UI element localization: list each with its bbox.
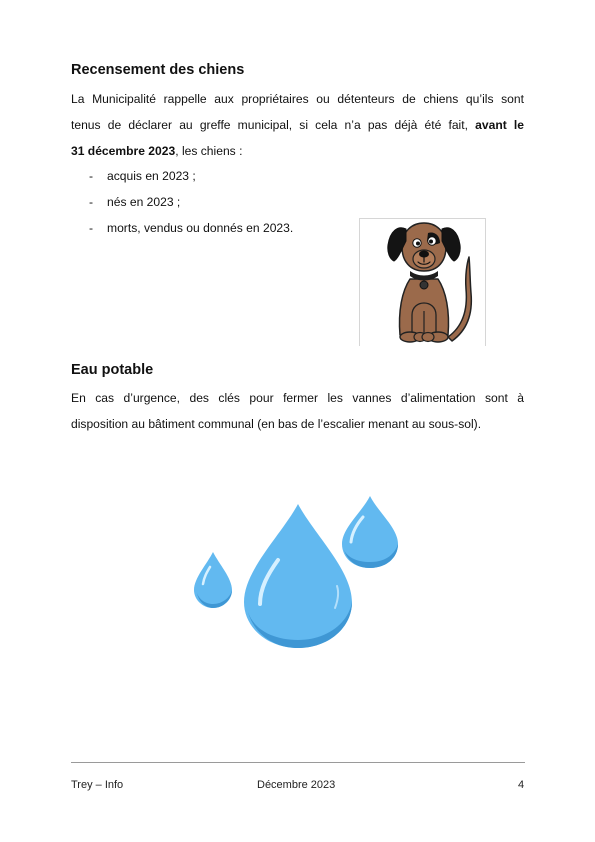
section-title-dogs: Recensement des chiens <box>71 62 245 78</box>
cartoon-dog-icon <box>360 219 486 346</box>
bullet-dash: - <box>89 221 94 235</box>
deadline-date: 31 décembre 2023 <box>71 144 176 158</box>
dogs-paragraph-line-1: La Municipalité rappelle aux propriétaires ou détenteurs de chiens qu’ils sont <box>71 92 524 106</box>
section-title-water: Eau potable <box>71 362 154 378</box>
water-paragraph-line-1: En cas d’urgence, des clés pour fermer les vannes d’alimentation sont à <box>71 391 524 405</box>
bullet-dash: - <box>89 169 94 183</box>
dogs-paragraph-tail: , les chiens : <box>175 144 243 158</box>
dogs-paragraph <box>71 86 524 164</box>
water-paragraph-line-2: disposition au bâtiment communal (en bas de l’escalier menant au sous-sol). <box>71 417 482 431</box>
dogs-paragraph-line-2 <box>71 112 524 138</box>
water-paragraph <box>71 385 524 437</box>
list-item-text: acquis en 2023 ; <box>107 169 196 183</box>
dogs-paragraph-line-2-text: tenus de déclarer au greffe municipal, si cela n’a pas déjà été fait, <box>71 118 468 132</box>
bullet-dash: - <box>89 195 94 209</box>
dog-illustration <box>359 218 486 346</box>
list-item-text: morts, vendus ou donnés en 2023. <box>107 221 294 235</box>
water-drops-icon <box>186 490 406 652</box>
footer-divider <box>71 762 525 763</box>
footer-publication: Trey – Info <box>71 779 124 791</box>
dog-categories-list <box>71 163 293 241</box>
dogs-paragraph-line-3 <box>71 138 524 164</box>
footer-page-number: 4 <box>518 779 525 791</box>
footer-date: Décembre 2023 <box>257 779 336 791</box>
list-item <box>71 215 293 241</box>
list-item-text: nés en 2023 ; <box>107 195 181 209</box>
water-drops-illustration <box>186 490 406 657</box>
list-item <box>71 163 293 189</box>
deadline-lead: avant le <box>475 118 524 132</box>
list-item <box>71 189 293 215</box>
